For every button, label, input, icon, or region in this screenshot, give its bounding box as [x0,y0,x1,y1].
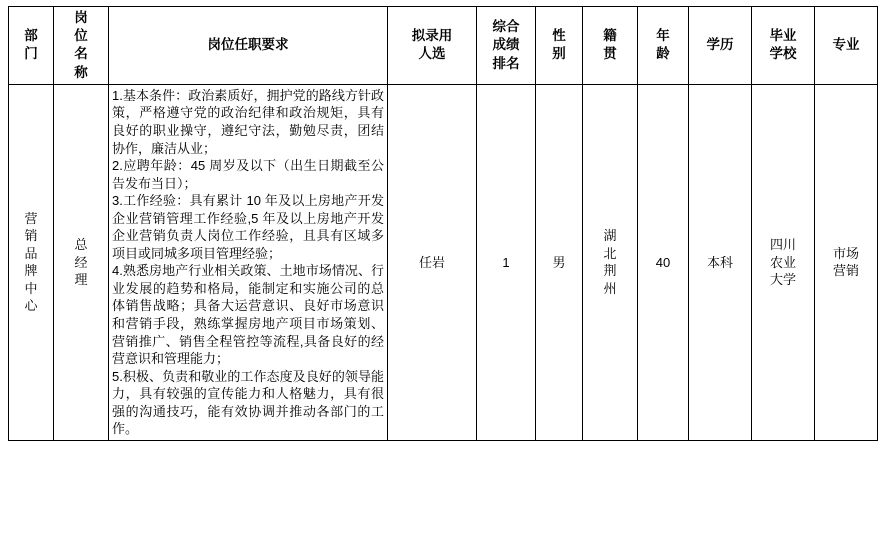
cell-candidate-value: 任岩 [418,254,445,270]
cell-native-place-value: 湖北荆州 [603,228,617,296]
cell-gender [536,84,583,440]
cell-age [638,84,689,440]
cell-education-value: 本科 [706,254,733,270]
cell-major [815,84,878,440]
recruitment-table [8,6,878,441]
column-header-school-label: 毕业学校 [769,28,797,62]
column-header-education-label: 学历 [706,37,734,53]
cell-education [689,84,752,440]
requirement-item-4: 4.熟悉房地产行业相关政策、土地市场情况、行业发展的趋势和格局，能制定和实施公司的总体销售战略；具备大运营意识、良好市场意识和营销手段，熟练掌握房地产项目市场策划、营销推广、销售全程管控等流程,具备良好的经营意识和管理能力； [112,263,384,367]
cell-school-value: 四川农业大学 [770,237,797,288]
cell-score-rank-value: 1 [502,254,510,270]
column-header-native-place-label: 籍贯 [603,28,617,62]
requirement-item-2: 2.应聘年龄：45 周岁及以下（出生日期截至公告发布当日）； [112,158,384,191]
column-header-major-label: 专业 [832,37,860,53]
cell-requirements [109,84,388,440]
cell-native-place [583,84,638,440]
cell-age-value: 40 [655,254,671,270]
column-header-gender-label: 性别 [552,28,566,62]
column-header-native-place [583,7,638,85]
cell-school [752,84,815,440]
requirement-item-1: 1.基本条件：政治素质好，拥护党的路线方针政策，严格遵守党的政治纪律和政治规矩，具有良好的职业操守，遵纪守法，勤勉尽责，团结协作，廉洁从业； [112,87,384,156]
column-header-age [638,7,689,85]
column-header-score-rank-label: 综合成绩排名 [492,19,520,71]
cell-post-name [54,84,109,440]
column-header-candidate [388,7,477,85]
column-header-department [9,7,54,85]
cell-major-value: 市场营销 [833,245,860,279]
column-header-school [752,7,815,85]
cell-candidate [388,84,477,440]
column-header-department-label: 部门 [24,28,38,62]
table-row [9,84,878,440]
cell-department-value: 营销品牌中心 [24,210,38,314]
requirement-item-5: 5.积极、负责和敬业的工作态度及良好的领导能力，具有较强的宣传能力和人格魅力，具有很强的沟通技巧，能有效协调并推动各部门的工作。 [112,368,384,437]
table-body [9,84,878,440]
table-header-row [9,7,878,85]
column-header-candidate-label: 拟录用人选 [411,28,453,62]
cell-post-name-value: 总经理 [74,237,88,288]
column-header-age-label: 年龄 [656,28,670,62]
column-header-score-rank [477,7,536,85]
column-header-requirements [109,7,388,85]
cell-score-rank [477,84,536,440]
column-header-gender [536,7,583,85]
column-header-education [689,7,752,85]
requirement-item-3: 3.工作经验：具有累计 10 年及以上房地产开发企业营销管理工作经验,5 年及以上房地产开发企业营销负责人岗位工作经验，且具有区域多项目或同城多项目管理经验； [112,193,384,261]
cell-department [9,84,54,440]
cell-gender-value: 男 [552,254,566,270]
table-header [9,7,878,85]
column-header-major [815,7,878,85]
column-header-post-name-label: 岗位名称 [74,10,88,80]
column-header-requirements-label: 岗位任职要求 [207,37,289,53]
column-header-post-name [54,7,109,85]
